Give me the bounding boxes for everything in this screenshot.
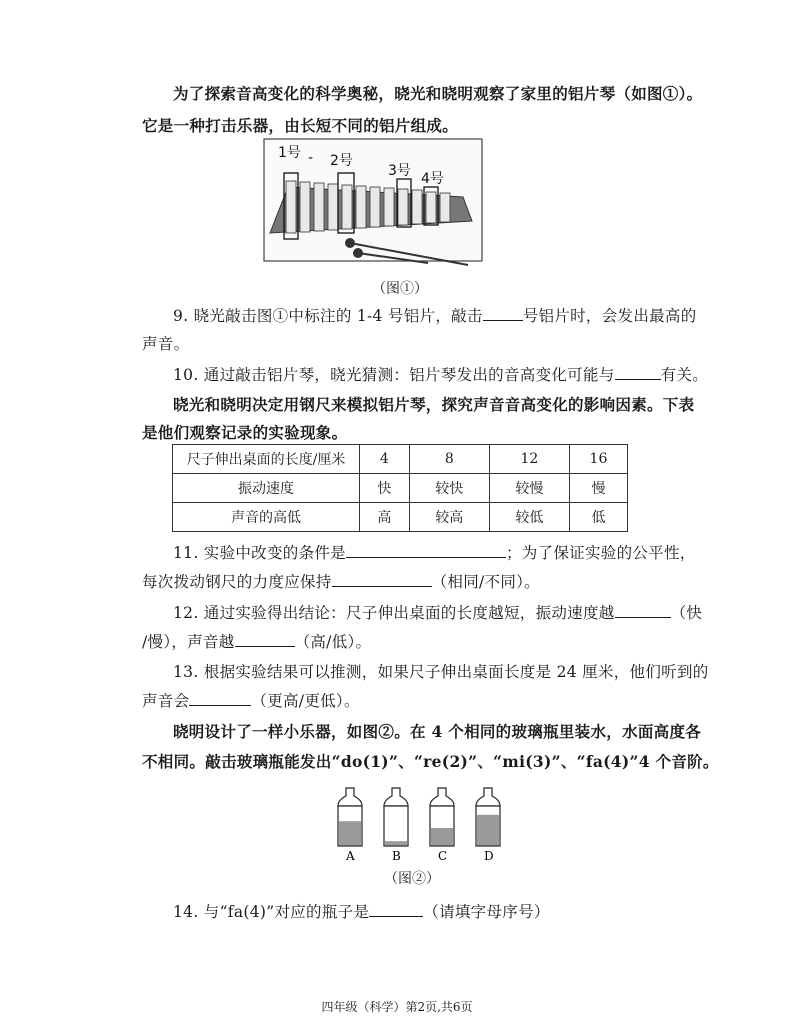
mallet-head-1 xyxy=(345,238,355,248)
table-cell: 低 xyxy=(569,503,627,532)
question-9-line-1 xyxy=(173,304,697,326)
q13-text-pre: 声音会 xyxy=(142,692,190,710)
bottle-intro-line-2: 不相同。敲击玻璃瓶能发出“do(1)”、“re(2)”、“mi(3)”、“fa(4)”4 个音阶。 xyxy=(142,752,719,771)
table-cell: 4 xyxy=(360,445,410,474)
question-12-line-2 xyxy=(142,630,371,652)
table-header-speed: 振动速度 xyxy=(173,474,360,503)
table-row xyxy=(173,445,628,474)
q12-answer-blank-2[interactable] xyxy=(235,632,295,647)
table-cell: 较高 xyxy=(409,503,489,532)
bottle-water xyxy=(385,841,407,845)
table-cell: 高 xyxy=(360,503,410,532)
question-11-line-2 xyxy=(142,570,540,592)
mallet-head-2 xyxy=(353,248,363,258)
bottle-neck xyxy=(384,788,408,806)
intro-line-2: 它是一种打击乐器，由长短不同的铝片组成。 xyxy=(142,116,459,135)
q14-text-pre: 14. 与“fa(4)”对应的瓶子是 xyxy=(173,903,370,921)
q13-text-post: （更高/更低）。 xyxy=(251,692,360,710)
bottle-label: A xyxy=(346,849,355,863)
bottle-label: C xyxy=(438,849,448,863)
bottle-water xyxy=(431,828,453,846)
bottle-d xyxy=(476,788,500,863)
bottle-b xyxy=(384,788,408,863)
bottle-intro-line-1: 晓明设计了一样小乐器，如图②。在 4 个相同的玻璃瓶里装水，水面高度各 xyxy=(173,722,702,741)
q11-text-pre: 11. 实验中改变的条件是 xyxy=(173,544,346,562)
q11-text-post: ；为了保证实验的公平性， xyxy=(505,544,696,562)
bar-label-3: 3号 xyxy=(388,163,411,179)
ruler-intro-line-1: 晓光和晓明决定用钢尺来模拟铝片琴，探究声音音高变化的影响因素。下表 xyxy=(173,395,695,414)
bottle-water xyxy=(477,815,499,846)
bottle-label: D xyxy=(484,849,494,863)
bottle-a xyxy=(338,788,362,863)
question-10 xyxy=(173,363,708,385)
xylophone-figure xyxy=(258,135,488,275)
q9-text-pre: 9. 晓光敲击图①中标注的 1-4 号铝片，敲击 xyxy=(173,307,483,325)
figure-1-caption: （图①） xyxy=(372,281,428,297)
q12-text-pre-2: /慢），声音越 xyxy=(142,633,235,651)
question-13-line-1: 13. 根据实验结果可以推测，如果尺子伸出桌面长度是 24 厘米，他们听到的 xyxy=(173,663,709,681)
figure-2-caption: （图②） xyxy=(384,871,440,887)
bottle-water xyxy=(339,821,361,845)
q11-text-post-2: （相同/不同）。 xyxy=(431,573,540,591)
q10-text-pre: 10. 通过敲击铝片琴，晓光猜测：铝片琴发出的音高变化可能与 xyxy=(173,366,615,384)
table-cell: 较快 xyxy=(409,474,489,503)
bottle-neck xyxy=(476,788,500,806)
label-dash: - xyxy=(308,150,314,166)
q12-text-pre: 12. 通过实验得出结论：尺子伸出桌面的长度越短，振动速度越 xyxy=(173,604,615,622)
q10-text-post: 有关。 xyxy=(660,366,708,384)
ruler-intro-line-2: 是他们观察记录的实验现象。 xyxy=(142,423,348,442)
q12-answer-blank-1[interactable] xyxy=(615,603,671,618)
q12-text-post: （快 xyxy=(670,604,703,622)
table-cell: 较慢 xyxy=(489,474,569,503)
table-cell: 16 xyxy=(569,445,627,474)
q9-text-post: 号铝片时，会发出最高的 xyxy=(522,307,697,325)
table-row xyxy=(173,474,628,503)
table-header-pitch: 声音的高低 xyxy=(173,503,360,532)
page-footer: 四年级（科学）第2页,共6页 xyxy=(321,1000,473,1014)
table-cell: 8 xyxy=(409,445,489,474)
bottle-c xyxy=(430,788,454,863)
bottle-body xyxy=(384,806,408,846)
bottles-figure xyxy=(330,784,510,864)
experiment-table xyxy=(172,444,628,532)
q9-answer-blank[interactable] xyxy=(483,306,523,321)
q14-answer-blank[interactable] xyxy=(369,902,423,917)
table-cell: 12 xyxy=(489,445,569,474)
question-14 xyxy=(173,900,550,922)
question-13-line-2 xyxy=(142,689,360,711)
q10-answer-blank[interactable] xyxy=(615,365,661,380)
bar-label-1: 1号 xyxy=(278,145,301,161)
table-cell: 较低 xyxy=(489,503,569,532)
table-cell: 快 xyxy=(360,474,410,503)
q13-answer-blank[interactable] xyxy=(189,691,251,706)
q11-text-pre-2: 每次拨动钢尺的力度应保持 xyxy=(142,573,332,591)
bottle-label: B xyxy=(392,849,401,863)
bottle-neck xyxy=(430,788,454,806)
q11-answer-blank-2[interactable] xyxy=(332,572,432,587)
intro-line-1: 为了探索音高变化的科学奥秘，晓光和晓明观察了家里的铝片琴（如图①）。 xyxy=(173,84,703,103)
table-header-length: 尺子伸出桌面的长度/厘米 xyxy=(173,445,360,474)
q11-answer-blank-1[interactable] xyxy=(346,543,506,558)
bar-label-4: 4号 xyxy=(421,171,444,187)
bottle-neck xyxy=(338,788,362,806)
question-11-line-1 xyxy=(173,541,696,563)
q14-text-post: （请填字母序号） xyxy=(423,903,550,921)
table-row xyxy=(173,503,628,532)
question-12-line-1 xyxy=(173,601,702,623)
table-cell: 慢 xyxy=(569,474,627,503)
q12-text-post-2: （高/低）。 xyxy=(294,633,372,651)
question-9-line-2: 声音。 xyxy=(142,335,190,353)
bar-label-2: 2号 xyxy=(330,153,353,169)
